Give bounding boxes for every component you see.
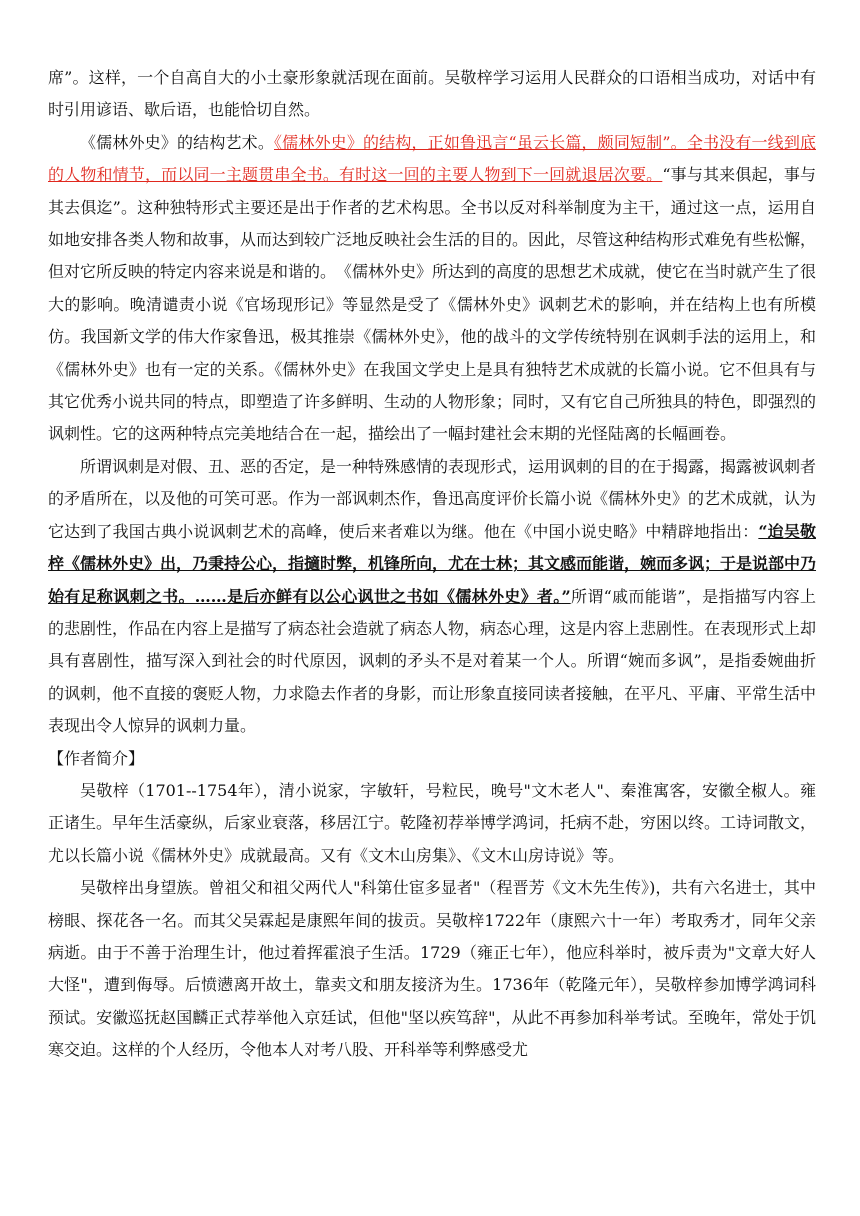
document-page	[48, 62, 816, 1067]
structure-art-lead: 《儒林外史》的结构艺术。	[80, 132, 274, 152]
highlighted-red-sentence: 《儒林外史》的结构，正如鲁迅言“虽云长篇，颇同短制”。全书没有一线到底的人物和情节，而以同一主题贯串全书。有时这一回的主要人物到下一回就退居次要。	[48, 132, 816, 185]
satire-lead: 所谓讽刺是对假、丑、恶的否定，是一种特殊感情的表现形式，运用讽刺的目的在于揭露，揭露被讽刺者的矛盾所在，以及他的可笑可恶。作为一部讽刺杰作，鲁迅高度评价长篇小说《儒林外史》的艺术成就，认为它达到了我国古典小说讽刺艺术的高峰，使后来者难以为继。他在《中国小说史略》中精辟地指出：	[48, 456, 817, 541]
paragraph-5: 吴敬梓出身望族。曾祖父和祖父两代人"科第仕宦多显者"（程晋芳《文木先生传》)，共有六名进士，其中榜眼、探花各一名。而其父吴霖起是康熙年间的拔贡。吴敬梓1722年（康熙六十一年）考取秀才，同年父亲病逝。由于不善于治理生计，他过着挥霍浪子生活。1729（雍正七年），他应科举时，被斥责为"文章大好人大怪"，遭到侮辱。后愤懑离开故土，靠卖文和朋友接济为生。1736年（乾隆元年），吴敬梓参加博学鸿词科预试。安徽巡抚赵国麟正式荐举他入京廷试，但他"坚以疾笃辞"，从此不再参加科举考试。至晚年，常处于饥寒交迫。这样的个人经历，令他本人对考八股、开科举等利弊感受尤	[48, 878, 816, 1060]
close-quote: ”	[561, 586, 571, 606]
paragraph-3-rest: 所谓“戚而能谐”，是指描写内容上的悲剧性，作品在内容上是描写了病态社会造就了病态人物，病态心理，这是内容上悲剧性。在表现形式上却具有喜剧性，描写深入到社会的时代原因，讽刺的矛头不是对着某一个人。所谓“婉而多讽”，是指委婉曲折的讽刺，他不直接的褒贬人物，力求隐去作者的身影，而让形象直接同读者接触，在平凡、平庸、平常生活中表现出令人惊异的讽刺力量。	[48, 586, 817, 736]
paragraph-2-rest: “事与其来俱起，事与其去俱迄”。这种独特形式主要还是出于作者的艺术构思。全书以反对科举制度为主干，通过这一点，运用自如地安排各类人物和故事，从而达到较广泛地反映社会生活的目的。因此，尽管这种结构形式难免有些松懈，但对它所反映的特定内容来说是和谐的。 《儒林外史》所达到的高度的思想艺术成就，使它在当时就产生了很大的影响。晚清谴责小说《官场现形记》等显然是受了《儒林外史》讽刺艺术的影响，并在结构上也有所模仿。我国新文学的伟大作家鲁迅，极其推崇《儒林外史》，他的战斗的文学传统特别在讽刺手法的运用上，和《儒林外史》也有一定的关系。《儒林外史》在我国文学史上是具有独特艺术成就的长篇小说。它不但具有与其它优秀小说共同的特点，即塑造了许多鲜明、生动的人物形象；同时，又有它自己所独具的特色，即强烈的讽刺性。它的这两种特点完美地结合在一起，描绘出了一幅封建社会末期的光怪陆离的长幅画卷。	[48, 165, 817, 444]
luxun-quotation: 迨吴敬梓《儒林外史》出，乃秉持公心，指擿时弊，机锋所向，尤在士林；其文感而能谐，婉而多讽；于是说部中乃始有足称讽刺之书。……是后亦鲜有以公心讽世之书如《儒林外史》者。	[48, 521, 817, 606]
open-quote: “	[758, 521, 768, 541]
paragraph-2	[48, 127, 816, 451]
paragraph-3	[48, 451, 816, 743]
author-intro-heading: 【作者简介】	[48, 748, 145, 768]
paragraph-1: 席”。这样，一个自高自大的小土豪形象就活现在面前。吴敬梓学习运用人民群众的口语相当成功，对话中有时引用谚语、歇后语，也能恰切自然。	[48, 68, 816, 120]
paragraph-4: 吴敬梓（1701--1754年），清小说家，字敏轩，号粒民，晚号"文木老人"、秦淮寓客，安徽全椒人。雍正诸生。早年生活豪纵，后家业衰落，移居江宁。乾隆初荐举博学鸿词，托病不赴，穷困以终。工诗词散文，尤以长篇小说《儒林外史》成就最高。又有《文木山房集》、《文木山房诗说》等。	[48, 780, 817, 865]
